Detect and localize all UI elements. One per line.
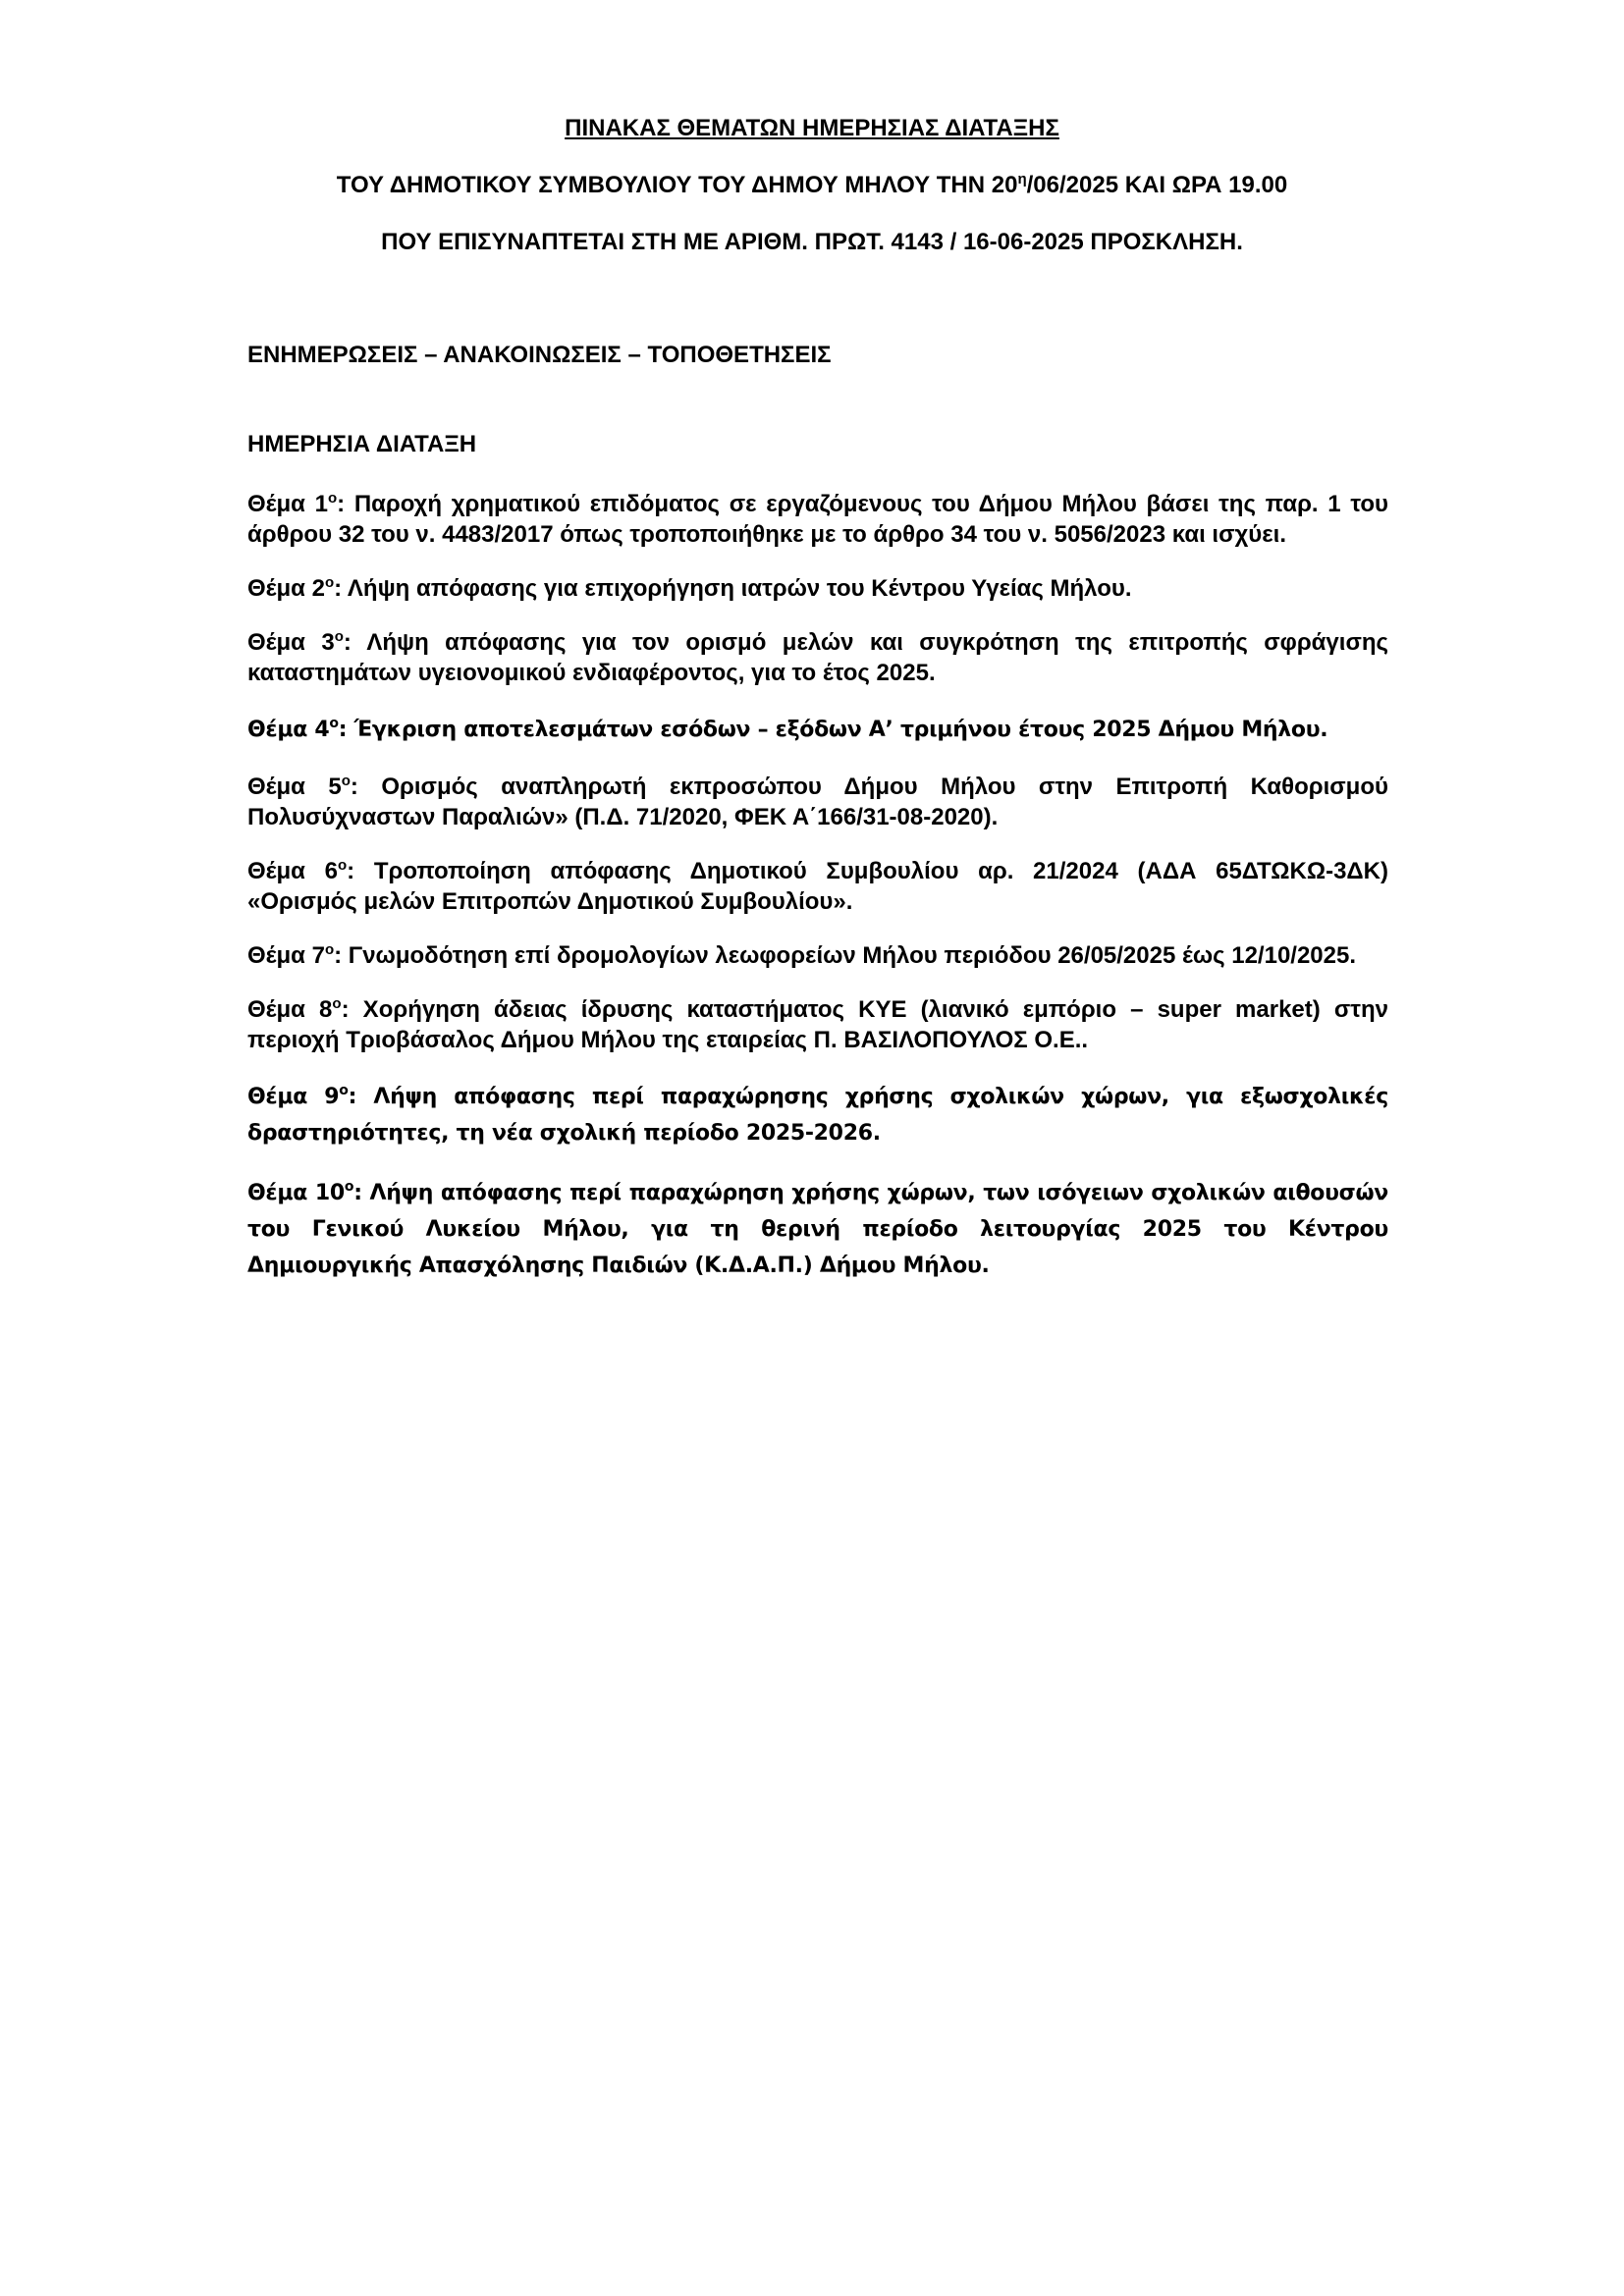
meeting-line-date-time: /06/2025 ΚΑΙ ΩΡΑ 19.00 (1026, 172, 1288, 198)
agenda-item-ordinal: ο (327, 490, 338, 507)
agenda-item-label (247, 718, 339, 742)
agenda-item-7 (247, 940, 1388, 971)
agenda-item-ordinal: ο (341, 773, 351, 789)
meeting-line (0, 171, 1624, 200)
agenda-item-text: : Λήψη απόφασης περί παραχώρηση χρήσης χώρων, των ισόγειων σχολικών αιθουσών του Γενικού Λυκείου Μήλου, για τη θερινή περίοδο λειτουργίας 2025 του Κέντρου Δημιουργικής Απασχόλησης Παιδιών (Κ.Δ.Α.Π.) Δήμου Μήλου. (247, 1181, 1388, 1278)
agenda-item-label (247, 942, 334, 969)
agenda-item-text: : Χορήγηση άδειας ίδρυσης καταστήματος ΚΥΕ (λιανικό εμπόριο – super market) στην περιοχή Τριοβάσαλος Δήμου Μήλου της εταιρείας Π. ΒΑΣΙΛΟΠΟΥΛΟΣ Ο.Ε.. (247, 996, 1388, 1053)
agenda-item-2 (247, 573, 1388, 604)
agenda-item-ordinal: ο (324, 941, 335, 958)
agenda-item-10 (247, 1175, 1388, 1284)
agenda-item-6 (247, 856, 1388, 917)
agenda-item-number: Θέμα 1 (247, 491, 328, 517)
agenda-item-ordinal: ο (324, 574, 335, 591)
agenda-item-8 (247, 994, 1388, 1055)
agenda-item-ordinal: ο (344, 1179, 354, 1195)
agenda-item-label (247, 858, 347, 884)
agenda-item-text: : Έγκριση αποτελεσμάτων εσόδων – εξόδων Α’ τριμήνου έτους 2025 Δήμου Μήλου. (338, 718, 1328, 742)
agenda-item-4 (247, 712, 1388, 748)
agenda-item-text: : Ορισμός αναπληρωτή εκπροσώπου Δήμου Μήλου στην Επιτροπή Καθορισμού Πολυσύχναστων Παραλιών» (Π.Δ. 71/2020, ΦΕΚ Α΄166/31-08-2020). (247, 774, 1388, 830)
agenda-item-ordinal: ο (337, 857, 348, 874)
agenda-item-label (247, 491, 337, 517)
agenda-item-text: : Λήψη απόφασης για τον ορισμό μελών και συγκρότηση της επιτροπής σφράγισης καταστημάτων υγειονομικού ενδιαφέροντος, για το έτος 2025. (247, 629, 1389, 686)
agenda-item-label (247, 629, 344, 656)
agenda-item-ordinal: ο (332, 995, 342, 1012)
agenda-item-text: : Λήψη απόφασης περί παραχώρησης χρήσης σχολικών χώρων, για εξωσχολικές δραστηριότητες, τη νέα σχολική περίοδο 2025-2026. (247, 1085, 1388, 1146)
agenda-list (247, 489, 1388, 1308)
agenda-item-number: Θέμα 3 (247, 629, 335, 656)
agenda-item-text: : Παροχή χρηματικού επιδόματος σε εργαζόμενους του Δήμου Μήλου βάσει της παρ. 1 του άρθρου 32 του ν. 4483/2017 όπως τροποποιήθηκε με το άρθρο 34 του ν. 5056/2023 και ισχύει. (247, 491, 1388, 548)
agenda-item-text: : Τροποποίηση απόφασης Δημοτικού Συμβουλίου αρ. 21/2024 (ΑΔΑ 65ΔΤΩΚΩ-3ΔΚ) «Ορισμός μελών Επιτροπών Δημοτικού Συμβουλίου». (247, 858, 1389, 915)
agenda-item-number: Θέμα 9 (247, 1085, 340, 1109)
agenda-item-label (247, 575, 334, 602)
meeting-line-text: ΤΟΥ ΔΗΜΟΤΙΚΟΥ ΣΥΜΒΟΥΛΙΟΥ ΤΟΥ ΔΗΜΟΥ ΜΗΛΟΥ ΤΗΝ 20 (336, 172, 1018, 198)
agenda-item-number: Θέμα 8 (247, 996, 333, 1023)
document-title: ΠΙΝΑΚΑΣ ΘΕΜΑΤΩΝ ΗΜΕΡΗΣΙΑΣ ΔΙΑΤΑΞΗΣ (565, 115, 1059, 141)
agenda-item-number: Θέμα 5 (247, 774, 342, 800)
agenda-item-label (247, 1181, 353, 1205)
agenda-item-number: Θέμα 10 (247, 1181, 345, 1205)
agenda-item-number: Θέμα 6 (247, 858, 338, 884)
announcements-heading: ΕΝΗΜΕΡΩΣΕΙΣ – ΑΝΑΚΟΙΝΩΣΕΙΣ – ΤΟΠΟΘΕΤΗΣΕΙΣ (247, 342, 832, 368)
agenda-item-label (247, 774, 351, 800)
agenda-item-ordinal: ο (329, 716, 339, 731)
agenda-item-ordinal: ο (334, 628, 344, 645)
agenda-heading: ΗΜΕΡΗΣΙΑ ΔΙΑΤΑΞΗ (247, 431, 477, 457)
agenda-item-3 (247, 627, 1388, 688)
agenda-item-text: : Λήψη απόφασης για επιχορήγηση ιατρών του Κέντρου Υγείας Μήλου. (334, 575, 1132, 602)
agenda-item-text: : Γνωμοδότηση επί δρομολογίων λεωφορείων Μήλου περιόδου 26/05/2025 έως 12/10/2025. (334, 942, 1357, 969)
agenda-item-label (247, 1085, 349, 1109)
agenda-item-label (247, 996, 342, 1023)
meeting-date-ordinal: η (1017, 171, 1027, 187)
agenda-item-5 (247, 772, 1388, 832)
agenda-item-ordinal: ο (339, 1083, 349, 1098)
document-header (0, 114, 1624, 285)
agenda-item-number: Θέμα 7 (247, 942, 325, 969)
agenda-item-number: Θέμα 2 (247, 575, 325, 602)
agenda-item-number: Θέμα 4 (247, 718, 330, 742)
invitation-reference-line: ΠΟΥ ΕΠΙΣΥΝΑΠΤΕΤΑΙ ΣΤΗ ΜΕ ΑΡΙΘΜ. ΠΡΩΤ. 4143 / 16-06-2025 ΠΡΟΣΚΛΗΣΗ. (381, 229, 1243, 255)
agenda-item-9 (247, 1079, 1388, 1151)
agenda-item-1 (247, 489, 1388, 550)
